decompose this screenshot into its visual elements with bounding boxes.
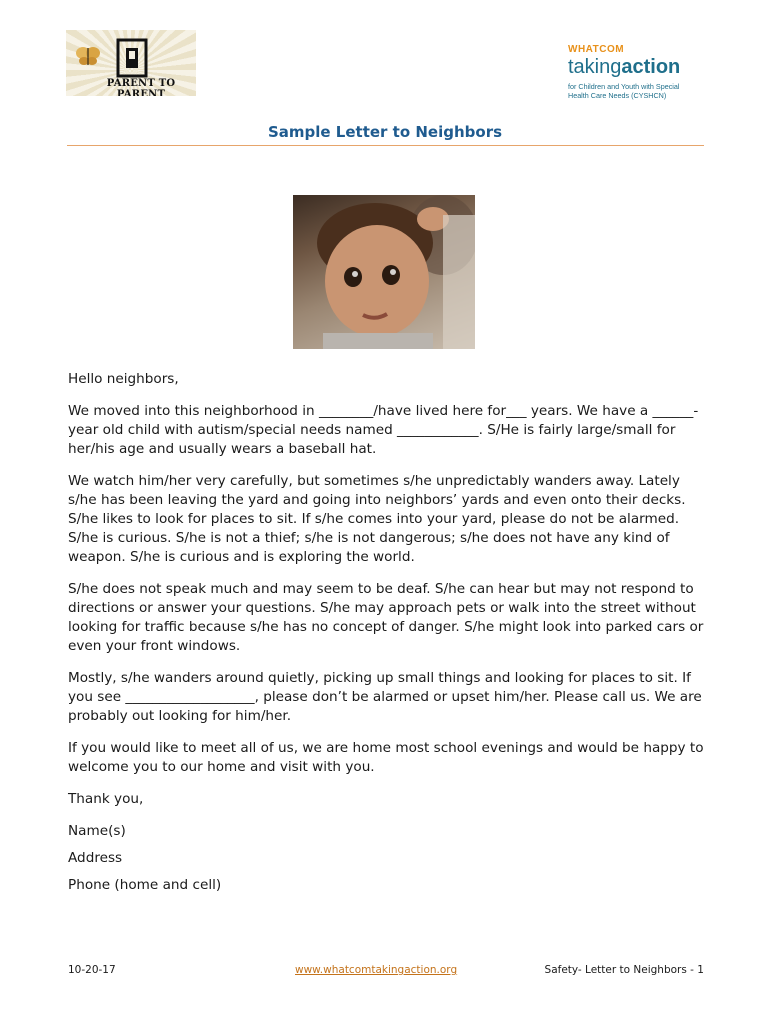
butterfly-icon xyxy=(74,44,102,68)
greeting: Hello neighbors, xyxy=(68,371,179,387)
logo-whatcom: WHATCOM xyxy=(568,44,625,55)
logo-taking-action xyxy=(568,56,718,78)
signature-name: Name(s) xyxy=(68,823,126,839)
footer-date: 10-20-17 xyxy=(68,964,116,976)
letter-paragraph: If you would like to meet all of us, we are home most school evenings and would be happy to welcome you to our home and visit with you. xyxy=(68,740,704,775)
logo-text: PARENT TO PARENT xyxy=(106,78,176,96)
logo-tagline xyxy=(568,82,718,100)
page-footer xyxy=(68,964,704,980)
parent-to-parent-logo xyxy=(66,30,196,96)
letter-paragraph: Mostly, s/he wanders around quietly, picking up small things and looking for places to sit. If you see ___________________, please don’t be alarmed or upset him/her. Please call us. We are probably out looking for him/her. xyxy=(68,670,702,724)
child-photo xyxy=(293,195,475,349)
logo-taking: taking xyxy=(568,56,622,78)
footer-page-label: Safety- Letter to Neighbors - 1 xyxy=(544,964,704,976)
logo-tagline-line2: Health Care Needs (CYSHCN) xyxy=(568,91,667,100)
logo-action: action xyxy=(621,56,681,78)
title-divider xyxy=(67,145,704,146)
letter-paragraph: We moved into this neighborhood in ________/have lived here for___ years. We have a ______-year old child with autism/special needs named ____________. S/He is fairly large/small for her/his age and usually wears a baseball hat. xyxy=(68,403,699,457)
whatcom-taking-action-logo xyxy=(568,44,718,100)
logo-tagline-line1: for Children and Youth with Special xyxy=(568,82,680,91)
letter-paragraph: S/he does not speak much and may seem to be deaf. S/he can hear but may not respond to directions or answer your questions. S/he may approach pets or walk into the street without looking for traffic because s/he has no concept of danger. S/he might look into parked cars or even your front windows. xyxy=(68,581,704,654)
closing: Thank you, xyxy=(68,791,144,807)
letter-paragraph: We watch him/her very carefully, but sometimes s/he unpredictably wanders away. Lately s/he has been leaving the yard and going into neighbors’ yards and even onto their decks. S/he likes to look for places to sit. If s/he comes into your yard, please do not be alarmed. S/he is curious. S/he is not a thief; s/he is not dangerous; s/he does not have any kind of weapon. S/he is curious and is exploring the world. xyxy=(68,473,686,565)
house-icon xyxy=(114,36,150,80)
page-title: Sample Letter to Neighbors xyxy=(267,123,503,141)
footer-website-link[interactable]: www.whatcomtakingaction.org xyxy=(295,964,458,976)
signature-phone: Phone (home and cell) xyxy=(68,877,222,893)
child-illustration xyxy=(293,195,475,349)
signature-address: Address xyxy=(68,850,123,866)
letter-body xyxy=(68,370,708,903)
